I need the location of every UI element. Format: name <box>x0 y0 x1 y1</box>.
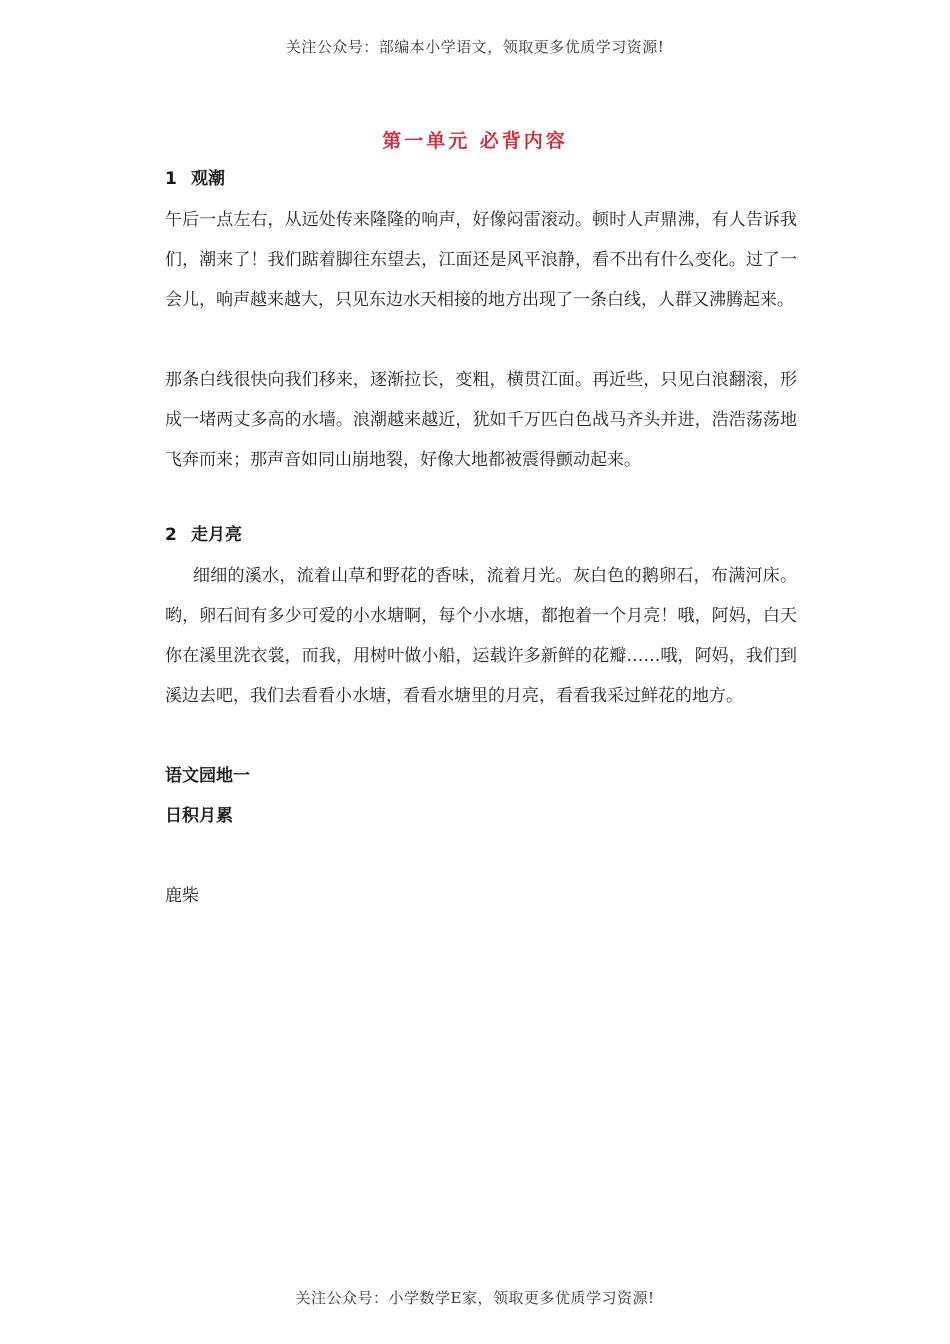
paragraph: 午后一点左右，从远处传来隆隆的响声，好像闷雷滚动。顿时人声鼎沸，有人告诉我们，潮来了！我们踮着脚往东望去，江面还是风平浪静，看不出有什么变化。过了一会儿，响声越来越大，只见东边水天相接的地方出现了一条白线，人群又沸腾起来。 <box>165 210 797 310</box>
garden-heading: 语文园地一 <box>165 766 250 786</box>
section-heading-zouyueliang <box>165 520 797 550</box>
section-heading-guanchao <box>165 164 797 194</box>
section-title: 观潮 <box>191 169 225 189</box>
section-number: 1 <box>165 169 177 189</box>
section-title: 走月亮 <box>191 525 242 545</box>
poem-title: 鹿柴 <box>165 886 199 906</box>
document-body <box>165 164 797 916</box>
footer-note: 关注公众号：小学数学E家，领取更多优质学习资源! <box>295 1289 655 1307</box>
section-number: 2 <box>165 525 177 545</box>
paragraph: 细细的溪水，流着山草和野花的香味，流着月光。灰白色的鹅卵石，布满河床。哟，卵石间有多少可爱的小水塘啊，每个小水塘，都抱着一个月亮！哦，阿妈，白天你在溪里洗衣裳，而我，用树叶做小船，运载许多新鲜的花瓣……哦，阿妈，我们到溪边去吧，我们去看看小水塘，看看水塘里的月亮，看看我采过鲜花的地方。 <box>165 566 797 706</box>
paragraph: 那条白线很快向我们移来，逐渐拉长，变粗，横贯江面。再近些，只见白浪翻滚，形成一堵两丈多高的水墙。浪潮越来越近，犹如千万匹白色战马齐头并进，浩浩荡荡地飞奔而来；那声音如同山崩地裂，好像大地都被震得颤动起来。 <box>165 370 797 470</box>
header-note: 关注公众号：部编本小学语文，领取更多优质学习资源! <box>285 38 665 56</box>
garden-subheading: 日积月累 <box>165 806 233 826</box>
page-title: 第一单元 必背内容 <box>382 130 568 152</box>
